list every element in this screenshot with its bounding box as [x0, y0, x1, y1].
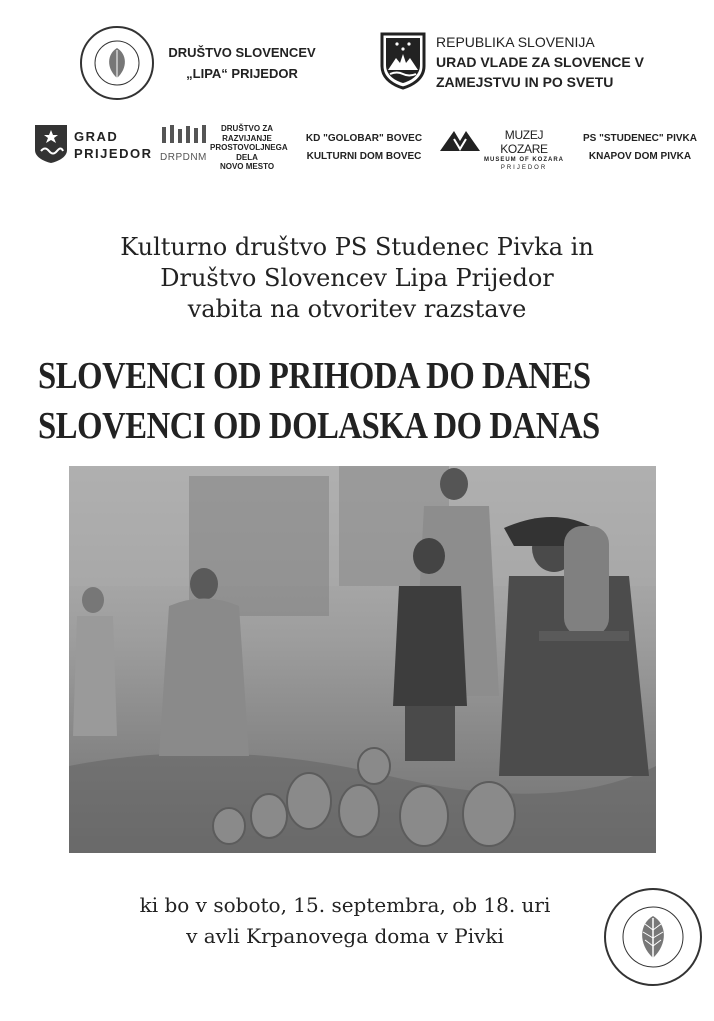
drpdnm-mark: DRPDNM [160, 152, 207, 163]
lipa-name-line2: „LIPA“ PRIJEDOR [186, 66, 298, 81]
intro-line1: Kulturno društvo PS Studenec Pivka in [120, 233, 594, 261]
historical-photo [69, 466, 656, 853]
republic-text [436, 32, 644, 92]
intro [0, 232, 714, 325]
grad-text [74, 128, 152, 162]
lipa-logo [80, 26, 154, 100]
title-line2: SLOVENCI OD DOLASKA DO DANAS [38, 405, 600, 447]
kozare-line3: PRIJEDOR [500, 165, 548, 171]
republic-line1: REPUBLIKA SLOVENIJA [436, 34, 595, 50]
potters-photo-illustration [69, 466, 656, 853]
intro-line2: Društvo Slovencev Lipa Prijedor [160, 264, 554, 292]
lipa-leaf-icon [82, 28, 152, 98]
event-details [90, 890, 600, 952]
pivka-text [574, 130, 706, 166]
title-line1: SLOVENCI OD PRIHODA DO DANES [38, 355, 591, 397]
pivka-line1: PS "STUDENEC" PIVKA [583, 133, 697, 144]
drpdnm-line3: PROSTOVOLJNEGA [210, 143, 288, 152]
republic-line3: ZAMEJSTVU IN PO SVETU [436, 74, 614, 90]
lipa-name [158, 44, 326, 82]
drpdnm-line5: NOVO MESTO [219, 162, 275, 171]
drpdnm-line4: DELA [236, 152, 258, 162]
drpdnm-logo [160, 123, 208, 165]
lipa-logo-footer [604, 888, 702, 986]
republic-line2: URAD VLADE ZA SLOVENCE V [436, 54, 644, 70]
intro-line3: vabita na otvoritev razstave [187, 295, 527, 323]
coat-of-arms-icon [380, 32, 426, 90]
golobar-text [298, 130, 430, 166]
event-line2: v avli Krpanovega doma v Pivki [186, 924, 504, 948]
grad-prijedor-logo [34, 124, 68, 164]
kozare-text [482, 128, 566, 172]
kozare-line2: MUSEUM OF KOZARA [484, 157, 564, 163]
grad-shield-icon [34, 124, 68, 164]
golobar-line1: KD "GOLOBAR" BOVEC [305, 133, 423, 144]
slovenia-coat-of-arms [380, 32, 426, 90]
grad-line1: GRAD [74, 129, 119, 144]
pivka-line2: KNAPOV DOM PIVKA [588, 151, 692, 162]
event-line1: ki bo v soboto, 15. septembra, ob 18. uri [139, 893, 551, 917]
grad-line2: PRIJEDOR [74, 146, 153, 161]
lipa-leaf-icon-footer [606, 890, 700, 984]
drpdnm-line1: DRUŠTVO ZA [221, 124, 273, 133]
kozare-line1: MUZEJ KOZARE [500, 128, 548, 156]
lipa-name-line1: DRUŠTVO SLOVENCEV [168, 45, 316, 60]
drpdnm-line2: RAZVIJANJE [222, 133, 272, 143]
kozare-mountain-icon [440, 127, 480, 153]
drpdnm-text [210, 124, 288, 172]
drpdnm-figures-icon [160, 123, 208, 147]
kozare-logo [440, 127, 480, 153]
golobar-line2: KULTURNI DOM BOVEC [306, 151, 422, 162]
